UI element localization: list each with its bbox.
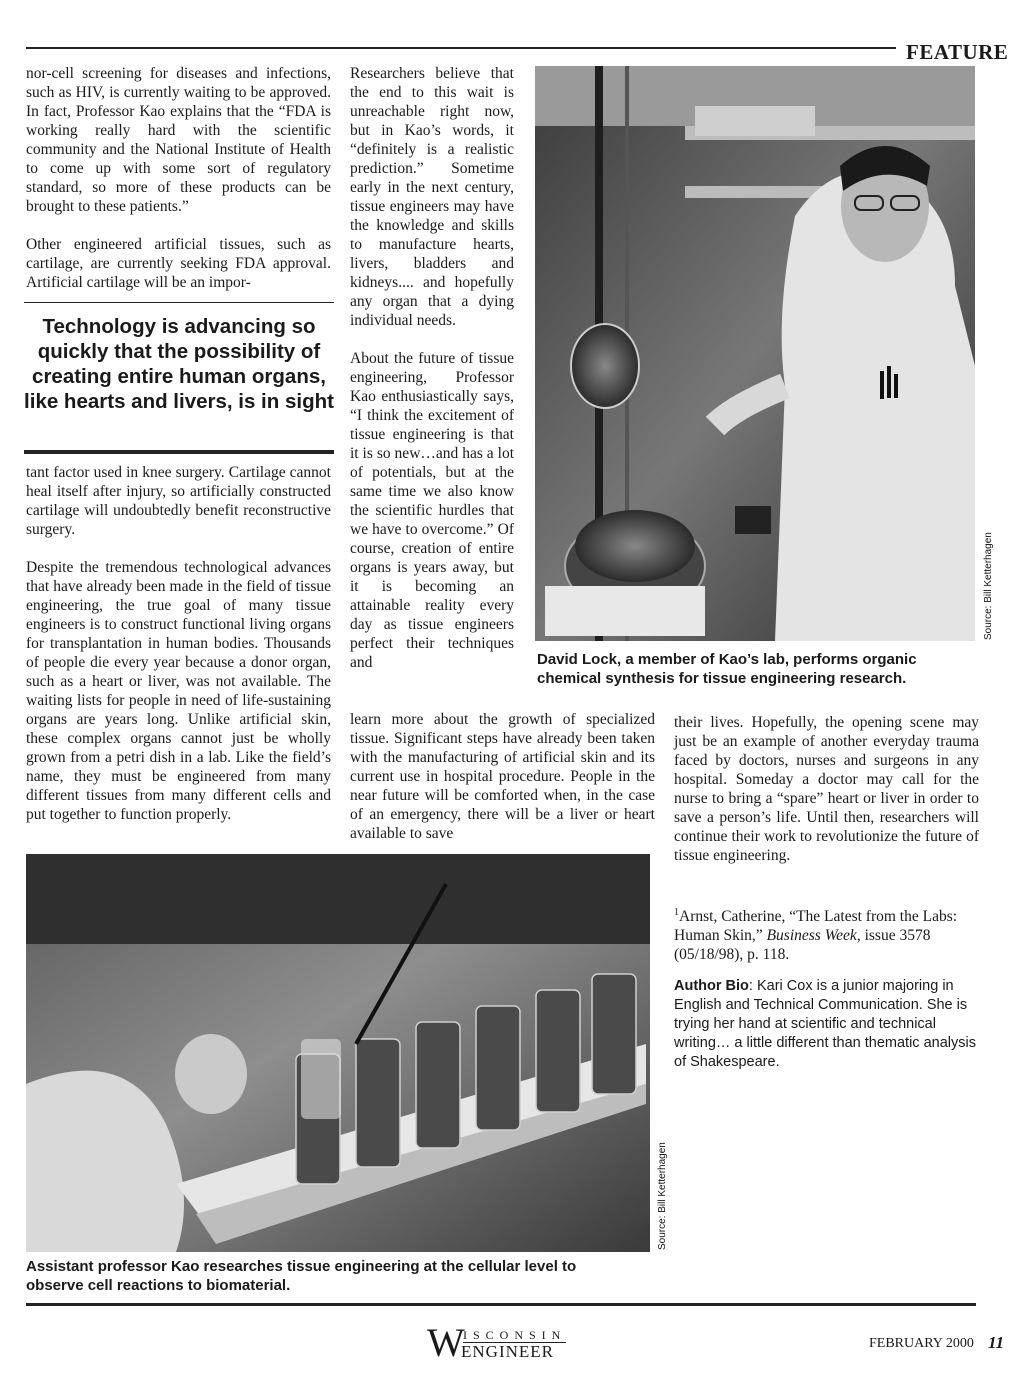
- column-2-narrow: [350, 64, 514, 672]
- photo-credit-top: Source: Bill Ketterhagen: [983, 532, 994, 640]
- lab-photo-chemist: [535, 66, 975, 641]
- pull-quote-bottom-rule: [24, 450, 334, 454]
- author-bio-label: Author Bio: [674, 978, 749, 994]
- paragraph: nor-cell screening for diseases and infections, such as HIV, is currently waiting to be approved. In fact, Professor Kao explains that the “FDA is working really hard with the scientific community and the National Institute of Health to come up with some sort of regulatory standard, so more of these products can be brought to these patients.”: [26, 65, 331, 215]
- paragraph: Researchers believe that the end to this wait is unreachable right now, but in Kao’s words, it “definitely is a realistic prediction.” Sometime early in the next century, tissue engineers may have the knowledge and skills to manufacture hearts, livers, bladders and kidneys.... and hopefully any organ that a dying individual needs.: [350, 65, 514, 329]
- column-3: [674, 713, 979, 884]
- paragraph: Other engineered artificial tissues, such as cartilage, are currently seeking FDA approval. Artificial cartilage will be an impor-: [26, 236, 331, 291]
- lab-photo-test-tubes: [26, 854, 650, 1252]
- paragraph: Despite the tremendous technological advances that have already been made in the field of tissue engineering, the true goal of many tissue engineers is to construct functional living organs for transplantation in human bodies. Thousands of people die every year because a donor organ, such as a heart or liver, was not available. The waiting lists for people in need of life-sustaining organs are years long. Unlike artificial skin, these complex organs cannot just be wholly grown from a petri dish in a lab. Like the field’s name, they must be engineered from many different tissues from many different cells and put together to function properly.: [26, 559, 331, 823]
- footnote: [674, 903, 979, 964]
- footer-rule: [26, 1303, 976, 1306]
- photo-caption-top: David Lock, a member of Kao’s lab, performs organic chemical synthesis for tissue engineering research.: [537, 651, 917, 687]
- photo-credit-bottom: Source: Bill Ketterhagen: [657, 1142, 668, 1250]
- masthead-logo: [427, 1322, 567, 1364]
- paragraph: tant factor used in knee surgery. Cartilage cannot heal itself after injury, so artificially constructed cartilage will undoubtedly benefit reconstructive surgery.: [26, 464, 331, 538]
- header-rule: [26, 47, 896, 49]
- section-label: FEATURE: [906, 40, 1009, 64]
- pull-quote-top-rule: [24, 302, 334, 303]
- column-1-top: [26, 64, 331, 311]
- column-2-wide: [350, 710, 655, 862]
- pull-quote: Technology is advancing so quickly that the possibility of creating entire human organs, like hearts and livers, is in sight: [24, 315, 334, 413]
- footnote-author: Arnst, Catherine, “The Latest from the Labs: Human Skin,”: [674, 908, 958, 945]
- masthead-top: ISCONSIN: [463, 1328, 567, 1342]
- paragraph: their lives. Hopefully, the opening scene may just be an example of another everyday trauma faced by doctors, nurses and surgeons in any hospital. Someday a doctor may call for the nurse to bring a “spare” heart or liver in order to save a person’s life. Until then, researchers will continue their work to revolutionize the future of tissue engineering.: [674, 714, 979, 864]
- issue-date: FEBRUARY 2000: [869, 1336, 974, 1351]
- author-bio: [674, 977, 979, 1072]
- paragraph: About the future of tissue engineering, Professor Kao enthusiastically says, “I think the excitement of tissue engineering is that it is so new…and has a lot of potentials, but at the same time we also know the scientific hurdles that we have to overcome.” Of course, creation of entire organs is years away, but it is becoming an attainable reality every day as tissue engineers perfect their techniques and: [350, 350, 514, 671]
- lab-photo-illustration: [535, 66, 975, 641]
- masthead-bottom: ENGINEER: [461, 1342, 554, 1361]
- footnote-mark: 1: [674, 907, 679, 918]
- photo-caption-bottom: Assistant professor Kao researches tissue engineering at the cellular level to observe cell reactions to biomaterial.: [26, 1258, 577, 1294]
- masthead-big-letter: W: [427, 1320, 465, 1365]
- test-tube-illustration: [26, 854, 650, 1252]
- paragraph: learn more about the growth of specialized tissue. Significant steps have already been taken with the manufacturing of artificial skin and its current use in hospital procedure. People in the near future will be comforted when, in the case of an emergency, there will be a liver or heart available to save: [350, 711, 655, 842]
- author-bio-text: : Kari Cox is a junior majoring in English and Technical Communication. She is trying her hand at scientific and technical writing… a little different than thematic analysis of Shakespeare.: [674, 978, 976, 1070]
- footnote-journal: Business Week: [766, 927, 857, 945]
- footnote-rest: , issue 3578 (05/18/98), p. 118.: [674, 927, 931, 964]
- page-number: 11: [988, 1333, 1005, 1352]
- column-1-bottom: [26, 463, 331, 843]
